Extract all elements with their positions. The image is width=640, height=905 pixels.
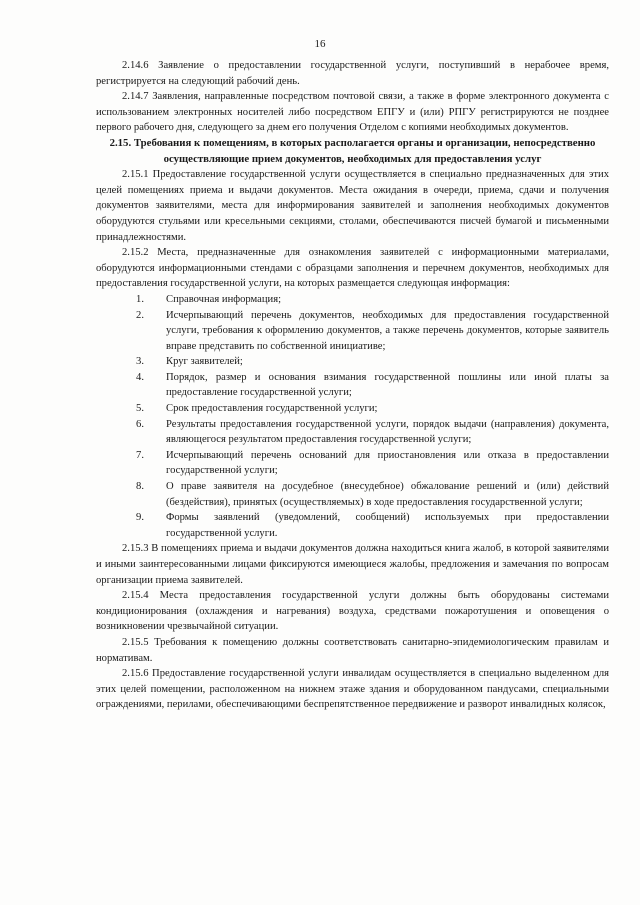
list-item-number: 1. [136,293,144,305]
list-item-text: Срок предоставления государственной услуги; [166,403,378,415]
list-item-text: Исчерпывающий перечень оснований для приостановления или отказа в предоставлении государственной услуги; [166,449,609,477]
list-item [96,417,609,448]
list-item-number: 5. [136,403,144,415]
list-item [96,448,609,479]
list-item-number: 2. [136,309,144,321]
list-item-number: 9. [136,512,144,524]
list-item-text: Порядок, размер и основания взимания государственной пошлины или иной платы за предоставление государственной услуги; [166,371,609,399]
list-item-number: 4. [136,371,144,383]
list-item [96,292,609,308]
document-body [96,58,609,713]
list-item-text: Формы заявлений (уведомлений, сообщений) используемых при предоставлении государственной услуги. [166,512,609,539]
page-number: 16 [314,38,326,50]
list-item-text: Исчерпывающий перечень документов, необходимых для предоставления государственной услуги, требования к оформлению документов, а также перечень документов, которые заявитель вправе представить по собственной инициативе; [166,309,609,352]
list-item [96,401,609,417]
paragraph-2-15-6: 2.15.6 Предоставление государственной услуги инвалидам осуществляется в специально выделенном для этих целей помещении, расположенном на нижнем этаже здания и оборудованном пандусами, специальными ограждениями, перилами, обеспечивающими беспрепятственное передвижение и разворот инвалидных колясок, [96,668,609,711]
paragraph-2-15-2: 2.15.2 Места, предназначенные для ознакомления заявителей с информационными материалами, оборудуются информационными стендами с образцами заполнения и перечнем документов, необходимых для предоставления государственной услуги, на которых размещается следующая информация: [96,247,609,290]
paragraph-2-15-1: 2.15.1 Предоставление государственной услуги осуществляется в специально предназначенных для этих целей помещениях приема и выдачи документов. Места ожидания в очереди, приема, сдачи и получения документов заявителями, места для информирования заявителей и заполнения необходимых документов оборудуются стульями или кресельными секциями, столами, обеспечиваются писчей бумагой и письменными принадлежностями. [96,169,609,243]
paragraph-2-14-7: 2.14.7 Заявления, направленные посредством почтовой связи, а также в форме электронного документа с использованием электронных носителей либо посредством ЕПГУ и (или) РПГУ регистрируются не позднее первого рабочего дня, следующего за днем его получения Отделом с копиями необходимых документов. [96,91,609,134]
list-item [96,479,609,510]
list-item-text: Результаты предоставления государственной услуги, порядок выдачи (направления) документа, являющегося результатом предоставления государственной услуги; [166,418,609,446]
list-item-text: Круг заявителей; [166,356,243,368]
paragraph-2-14-6: 2.14.6 Заявление о предоставлении государственной услуги, поступивший в нерабочее время, регистрируется на следующий рабочий день. [96,60,609,87]
list-item [96,370,609,401]
list-item-text: О праве заявителя на досудебное (внесудебное) обжалование решений и (или) действий (бездействия), принятых (осуществляемых) в ходе предоставления государственной услуги; [166,481,609,508]
list-item [96,354,609,370]
paragraph-2-15-5: 2.15.5 Требования к помещению должны соответствовать санитарно-эпидемиологическим правилам и нормативам. [96,636,609,664]
info-list [96,292,609,542]
paragraph-2-15-4: 2.15.4 Места предоставления государственной услуги должны быть оборудованы системами кондиционирования (охлаждения и нагревания) воздуха, средствами пожаротушения и оповещения о возникновении чрезвычайной ситуации. [96,590,609,633]
list-item [96,308,609,355]
list-item [96,510,609,541]
list-item-number: 8. [136,481,144,493]
list-item-number: 3. [136,356,144,368]
list-item-number: 7. [136,449,144,461]
list-item-text: Справочная информация; [166,293,282,305]
section-heading: 2.15. Требования к помещениям, в которых располагается органы и организации, непосредственно осуществляющие прием документов, необходимых для предоставления услуг [109,136,596,165]
paragraph-2-15-3: 2.15.3 В помещениях приема и выдачи документов должна находиться книга жалоб, в которой заявителями и иными заинтересованными лицами фиксируются имеющиеся жалобы, предложения и замечания по вопросам организации приема заявителей. [96,543,609,586]
list-item-number: 6. [136,418,144,430]
